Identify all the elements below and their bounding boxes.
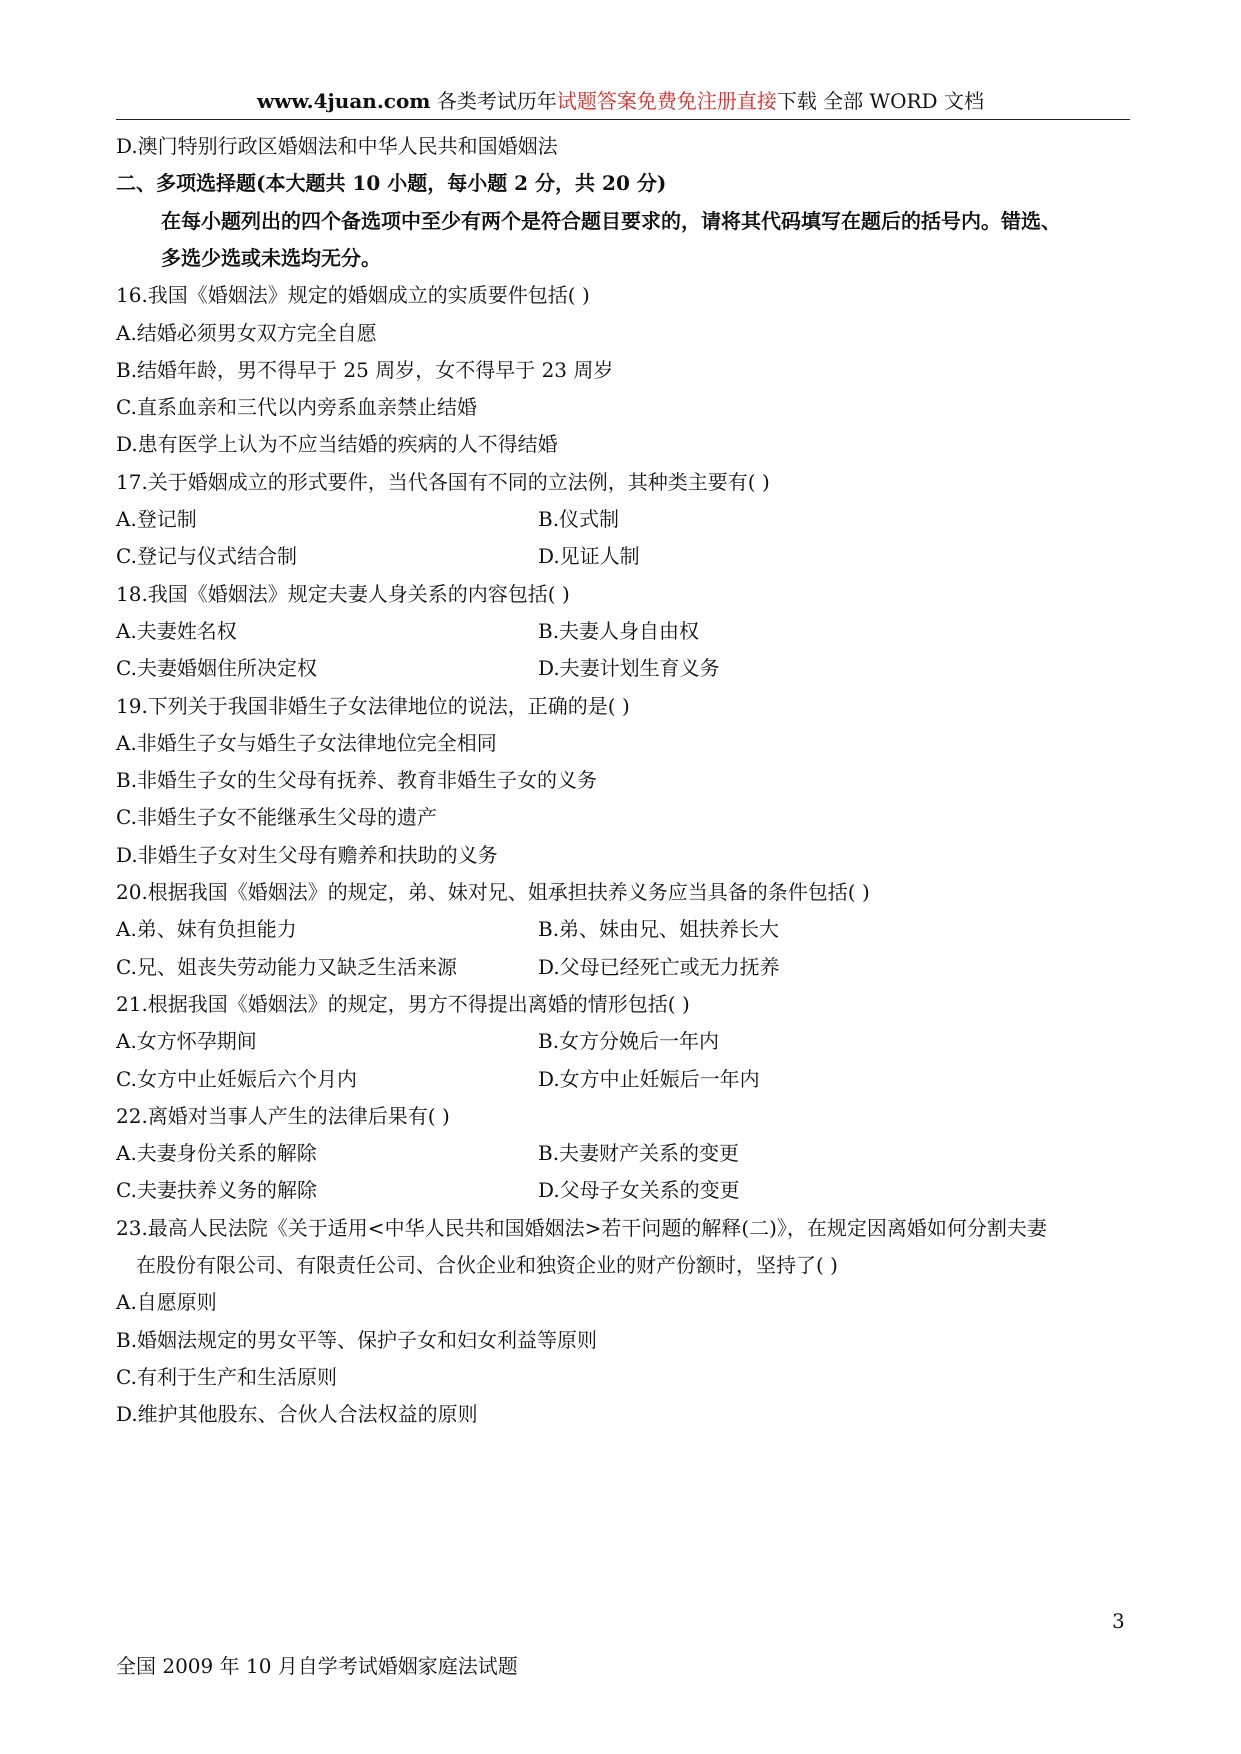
question-line: 20.根据我国《婚姻法》的规定，弟、妹对兄、姐承担扶养义务应当具备的条件包括( ) bbox=[116, 880, 870, 904]
header-text-before: 各类考试历年 bbox=[430, 89, 557, 113]
option-right-column: B.女方分娩后一年内 bbox=[538, 1029, 720, 1054]
question-line: C.夫妻婚姻住所决定权 bbox=[116, 656, 317, 681]
option-right-column: D.夫妻计划生育义务 bbox=[538, 656, 720, 681]
question-line: 19.下列关于我国非婚生子女法律地位的说法，正确的是( ) bbox=[116, 693, 630, 718]
section-heading-line: 多选少选或未选均无分。 bbox=[161, 245, 381, 270]
question-line: C.兄、姐丧失劳动能力又缺乏生活来源 bbox=[116, 954, 457, 979]
header-divider bbox=[116, 119, 1130, 120]
option-right-column: B.夫妻人身自由权 bbox=[538, 618, 700, 643]
option-right-column: D.女方中止妊娠后一年内 bbox=[538, 1066, 760, 1091]
question-line: 23.最高人民法院《关于适用<中华人民共和国婚姻法>若干问题的解释(二)》，在规定因离婚如何分割夫妻 bbox=[116, 1215, 1047, 1240]
question-line: A.非婚生子女与婚生子女法律地位完全相同 bbox=[116, 730, 497, 755]
question-line: C.女方中止妊娠后六个月内 bbox=[116, 1066, 357, 1091]
question-line: 18.我国《婚姻法》规定夫妻人身关系的内容包括( ) bbox=[116, 581, 570, 606]
section-heading-line: 在每小题列出的四个备选项中至少有两个是符合题目要求的，请将其代码填写在题后的括号内。错选、 bbox=[161, 208, 1061, 233]
question-line: B.结婚年龄，男不得早于 25 周岁，女不得早于 23 周岁 bbox=[116, 357, 614, 382]
question-line: A.女方怀孕期间 bbox=[116, 1029, 257, 1054]
question-line: 21.根据我国《婚姻法》的规定，男方不得提出离婚的情形包括( ) bbox=[116, 991, 690, 1016]
question-line: A.结婚必须男女双方完全自愿 bbox=[116, 320, 377, 345]
option-right-column: B.仪式制 bbox=[538, 507, 620, 531]
header-text-highlight: 试题答案免费免注册直接 bbox=[556, 89, 777, 113]
header-site: www.4juan.com bbox=[257, 89, 431, 113]
header-text-after: 下载 全部 WORD 文档 bbox=[776, 89, 984, 113]
question-line: A.弟、妹有负担能力 bbox=[116, 917, 297, 942]
page-footer: 全国 2009 年 10 月自学考试婚姻家庭法试题 bbox=[116, 1654, 518, 1678]
question-line: C.登记与仪式结合制 bbox=[116, 544, 297, 569]
question-line: C.非婚生子女不能继承生父母的遗产 bbox=[116, 805, 437, 830]
question-line: 22.离婚对当事人产生的法律后果有( ) bbox=[116, 1103, 450, 1128]
option-right-column: D.父母子女关系的变更 bbox=[538, 1178, 740, 1203]
question-line: A.夫妻身份关系的解除 bbox=[116, 1141, 317, 1166]
question-line: A.登记制 bbox=[116, 507, 197, 531]
question-line: D.患有医学上认为不应当结婚的疾病的人不得结婚 bbox=[116, 432, 558, 457]
question-line: B.非婚生子女的生父母有抚养、教育非婚生子女的义务 bbox=[116, 768, 598, 793]
option-right-column: D.见证人制 bbox=[538, 544, 640, 569]
question-line: D.非婚生子女对生父母有赡养和扶助的义务 bbox=[116, 842, 498, 867]
question-line: 16.我国《婚姻法》规定的婚姻成立的实质要件包括( ) bbox=[116, 283, 590, 308]
question-line: A.夫妻姓名权 bbox=[116, 618, 237, 643]
question-line: D.澳门特别行政区婚姻法和中华人民共和国婚姻法 bbox=[116, 134, 558, 158]
question-line: B.婚姻法规定的男女平等、保护子女和妇女利益等原则 bbox=[116, 1327, 598, 1352]
question-line: A.自愿原则 bbox=[116, 1290, 217, 1315]
section-heading-line: 二、多项选择题(本大题共 10 小题，每小题 2 分，共 20 分) bbox=[116, 171, 667, 196]
question-line: D.维护其他股东、合伙人合法权益的原则 bbox=[116, 1402, 478, 1427]
question-line: 在股份有限公司、有限责任公司、合伙企业和独资企业的财产份额时，坚持了( ) bbox=[136, 1253, 838, 1277]
option-right-column: B.弟、妹由兄、姐扶养长大 bbox=[538, 917, 780, 942]
question-line: C.夫妻扶养义务的解除 bbox=[116, 1178, 317, 1203]
option-right-column: B.夫妻财产关系的变更 bbox=[538, 1141, 740, 1166]
page-number: 3 bbox=[1112, 1609, 1125, 1633]
option-right-column: D.父母已经死亡或无力抚养 bbox=[538, 954, 780, 979]
page-header bbox=[0, 86, 1241, 116]
question-line: C.直系血亲和三代以内旁系血亲禁止结婚 bbox=[116, 395, 477, 420]
question-line: C.有利于生产和生活原则 bbox=[116, 1364, 337, 1389]
question-line: 17.关于婚姻成立的形式要件，当代各国有不同的立法例，其种类主要有( ) bbox=[116, 469, 770, 494]
